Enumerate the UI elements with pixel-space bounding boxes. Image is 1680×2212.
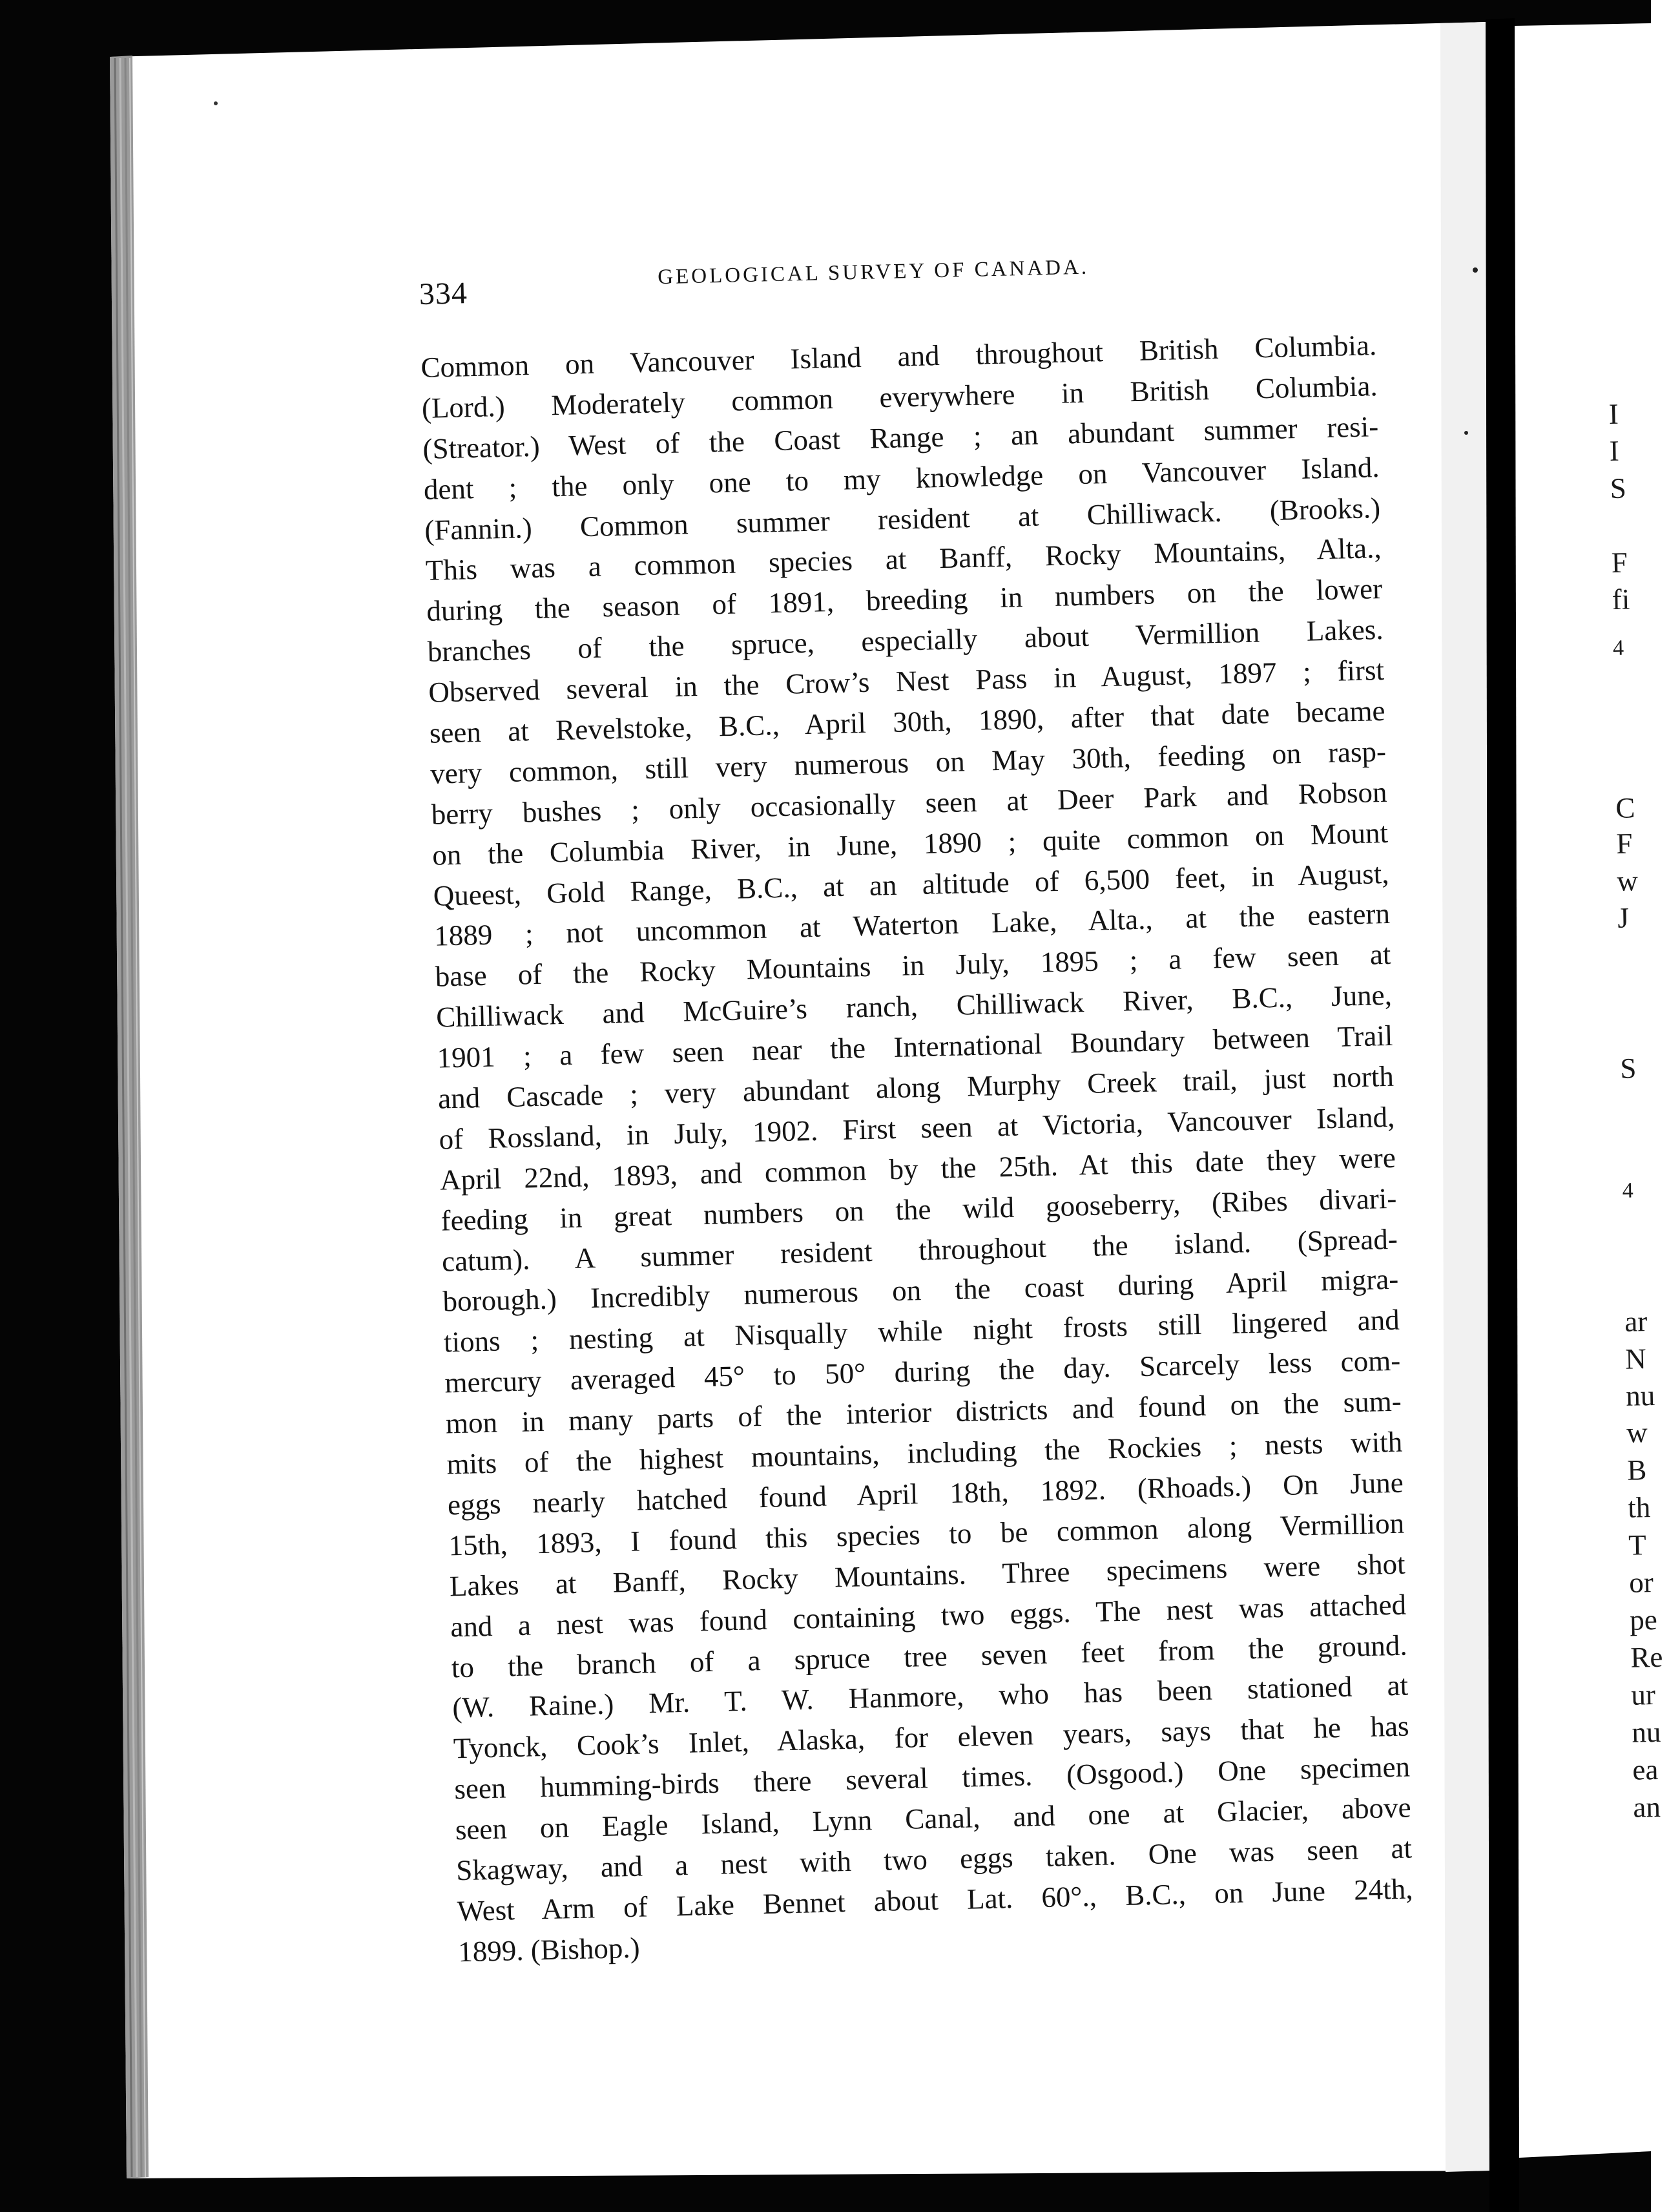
text-line: branches of the spruce, especially about Vermillion Lakes. [427, 613, 1384, 669]
text-line: dent ; the only one to my knowledge on Vancouver Island. [423, 450, 1380, 506]
text-line: 1889 ; not uncommon at Waterton Lake, Alta., at the eastern [433, 897, 1391, 953]
facing-page-fragment: I [1609, 434, 1620, 467]
text-line: Skagway, and a nest with two eggs taken. One was seen at [455, 1831, 1413, 1887]
facing-page-fragment: fi [1612, 583, 1630, 616]
facing-page-fragment: pe [1629, 1603, 1658, 1636]
facing-page-fragment: S [1619, 1052, 1637, 1085]
facing-page-fragment: nu [1631, 1715, 1661, 1749]
text-line: berry bushes ; only occasionally seen at Deer Park and Robson [431, 775, 1387, 831]
facing-page-fragment: ea [1632, 1753, 1659, 1786]
body-text [420, 325, 1415, 1972]
facing-page-fragment: C [1615, 791, 1635, 824]
text-line: West Arm of Lake Bennet about Lat. 60°., B.C., on June 24th, [457, 1872, 1413, 1928]
facing-page-fragment: I [1608, 397, 1619, 430]
facing-page-fragment: B [1626, 1454, 1647, 1487]
text-line: to the branch of a spruce tree seven feet from the ground. [451, 1629, 1408, 1684]
text-line: seen at Revelstoke, B.C., April 30th, 1890, after that date became [429, 694, 1386, 749]
text-line: mon in many parts of the interior districts and found on the sum- [445, 1384, 1402, 1440]
text-line: tions ; nesting at Nisqually while night frosts still lingered and [443, 1304, 1400, 1359]
text-line: mits of the highest mountains, including the Rockies ; nests with [446, 1425, 1403, 1481]
facing-page-fragment: F [1611, 546, 1628, 579]
running-head-title: GEOLOGICAL SURVEY OF CANADA. [657, 255, 1090, 289]
facing-page-fragment: th [1627, 1491, 1651, 1524]
text-line: (Streator.) West of the Coast Range ; an abundant summer resi- [422, 410, 1379, 465]
facing-page-fragment: w [1626, 1416, 1648, 1449]
text-line: seen humming-birds there several times. (Osgood.) One specimen [453, 1750, 1411, 1806]
text-line: (W. Raine.) Mr. T. W. Hanmore, who has been stationed at [451, 1669, 1409, 1724]
text-line: April 22nd, 1893, and common by the 25th. At this date they were [439, 1141, 1396, 1196]
facing-page-fragment: N [1624, 1342, 1647, 1375]
text-line: 1899. (Bishop.) [457, 1931, 641, 1968]
facing-page-fragment: ar [1624, 1305, 1648, 1338]
text-line: catum). A summer resident throughout the island. (Spread- [441, 1222, 1398, 1278]
facing-page-fragment: ur [1630, 1678, 1656, 1711]
left-page-content [419, 249, 1413, 1968]
facing-page-fragment: T [1628, 1529, 1647, 1561]
text-line: mercury averaged 45° to 50° during the day. Scarcely less com- [444, 1344, 1401, 1399]
facing-page-fragment: Re [1630, 1640, 1663, 1674]
text-line: Tyonck, Cook’s Inlet, Alaska, for eleven years, says that he has [453, 1709, 1410, 1765]
facing-page-fragment: w [1616, 864, 1639, 897]
text-line: during the season of 1891, breeding in numbers on the lower [426, 572, 1383, 628]
facing-page-fragment: an [1632, 1790, 1661, 1824]
facing-page-fragment: nu [1625, 1379, 1655, 1412]
text-line: very common, still very numerous on May 30th, feeding on rasp- [430, 735, 1387, 790]
text-line: Lakes at Banff, Rocky Mountains. Three specimens were shot [449, 1547, 1406, 1603]
text-line: seen on Eagle Island, Lynn Canal, and one at Glacier, above [455, 1791, 1412, 1846]
text-line: and a nest was found containing two eggs. The nest was attached [450, 1588, 1407, 1643]
facing-page-fragment: 4 [1612, 636, 1624, 660]
text-line: Chilliwack and McGuire’s ranch, Chilliwack River, B.C., June, [435, 979, 1393, 1034]
text-line: feeding in great numbers on the wild gooseberry, (Ribes divari- [441, 1182, 1397, 1237]
text-line: base of the Rocky Mountains in July, 1895 ; a few seen at [435, 938, 1391, 994]
text-line: (Lord.) Moderately common everywhere in British Columbia. [421, 369, 1378, 424]
facing-page-fragment: F [1615, 827, 1633, 860]
text-line: (Fannin.) Common summer resident at Chilliwack. (Brooks.) [424, 491, 1381, 547]
text-line: Queest, Gold Range, B.C., at an altitude of 6,500 feet, in August, [433, 857, 1389, 912]
facing-page-fragment: J [1617, 901, 1630, 934]
facing-page-fragment: 4 [1622, 1178, 1634, 1203]
text-line: and Cascade ; very abundant along Murphy Creek trail, just north [437, 1059, 1395, 1115]
text-line: borough.) Incredibly numerous on the coast during April migra- [442, 1263, 1399, 1319]
text-line: of Rossland, in July, 1902. First seen at Victoria, Vancouver Island, [439, 1100, 1395, 1156]
text-line: 15th, 1893, I found this species to be common along Vermillion [448, 1507, 1405, 1562]
facing-page-fragment: S [1610, 472, 1627, 505]
page-number: 334 [419, 276, 468, 311]
text-line: 1901 ; a few seen near the International Boundary between Trail [437, 1019, 1393, 1074]
text-line: This was a common species at Banff, Rocky Mountains, Alta., [425, 532, 1382, 587]
text-line: Common on Vancouver Island and throughout British Columbia. [420, 329, 1377, 384]
facing-page-fragment: or [1628, 1566, 1654, 1599]
text-line: eggs nearly hatched found April 18th, 1892. (Rhoads.) On June [447, 1466, 1404, 1521]
text-line: on the Columbia River, in June, 1890 ; quite common on Mount [431, 816, 1389, 871]
text-line: Observed several in the Crow’s Nest Pass in August, 1897 ; first [428, 654, 1385, 709]
